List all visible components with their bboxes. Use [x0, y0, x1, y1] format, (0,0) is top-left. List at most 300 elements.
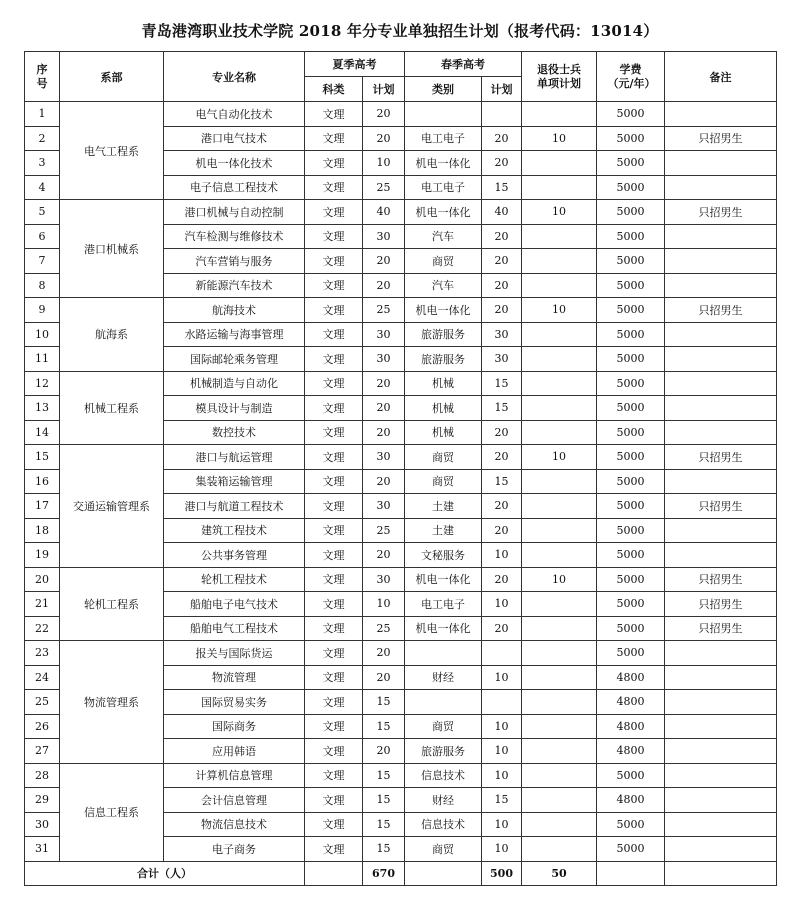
- cell-fee: 5000: [597, 518, 665, 543]
- cell-seq: 2: [25, 126, 60, 151]
- table-row: [25, 298, 777, 323]
- cell-spring-category: 旅游服务: [405, 739, 482, 764]
- cell-spring-plan: 20: [482, 616, 522, 641]
- cell-veteran: 10: [522, 445, 597, 470]
- cell-seq: 6: [25, 224, 60, 249]
- cell-major: 电子信息工程技术: [164, 175, 305, 200]
- cell-note: [665, 151, 777, 176]
- cell-summer-subject: 文理: [305, 347, 363, 372]
- cell-summer-subject: 文理: [305, 543, 363, 568]
- cell-spring-category: 机电一体化: [405, 567, 482, 592]
- cell-veteran: [522, 396, 597, 421]
- table-row: [25, 371, 777, 396]
- cell-note: [665, 224, 777, 249]
- cell-spring-category: 土建: [405, 518, 482, 543]
- cell-fee: 5000: [597, 371, 665, 396]
- cell-spring-category: 旅游服务: [405, 347, 482, 372]
- cell-summer-subject: 文理: [305, 249, 363, 274]
- cell-major: 建筑工程技术: [164, 518, 305, 543]
- cell-note: [665, 641, 777, 666]
- cell-spring-category: 汽车: [405, 273, 482, 298]
- cell-summer-plan: 20: [363, 469, 405, 494]
- cell-seq: 4: [25, 175, 60, 200]
- cell-summer-plan: 30: [363, 494, 405, 519]
- cell-fee: 5000: [597, 543, 665, 568]
- cell-spring-category: 机械: [405, 420, 482, 445]
- cell-summer-subject: 文理: [305, 396, 363, 421]
- cell-summer-plan: 15: [363, 714, 405, 739]
- seq-header: 序号: [36, 62, 48, 90]
- cell-veteran: [522, 175, 597, 200]
- cell-spring-category: 商贸: [405, 837, 482, 862]
- cell-veteran: [522, 543, 597, 568]
- cell-spring-plan: 20: [482, 249, 522, 274]
- cell-seq: 24: [25, 665, 60, 690]
- cell-spring-plan: 10: [482, 592, 522, 617]
- cell-note: [665, 420, 777, 445]
- cell-note: 只招男生: [665, 126, 777, 151]
- veteran-header: 退役士兵单项计划: [537, 62, 581, 90]
- cell-note: [665, 175, 777, 200]
- cell-spring-plan: 20: [482, 420, 522, 445]
- cell-summer-subject: 文理: [305, 494, 363, 519]
- cell-fee: 4800: [597, 690, 665, 715]
- cell-summer-plan: 30: [363, 445, 405, 470]
- cell-summer-subject: 文理: [305, 420, 363, 445]
- cell-major: 新能源汽车技术: [164, 273, 305, 298]
- cell-summer-subject: 文理: [305, 102, 363, 127]
- cell-veteran: [522, 420, 597, 445]
- cell-note: [665, 543, 777, 568]
- cell-fee: 5000: [597, 837, 665, 862]
- cell-summer-subject: 文理: [305, 837, 363, 862]
- cell-spring-category: 机电一体化: [405, 616, 482, 641]
- cell-summer-subject: 文理: [305, 200, 363, 225]
- cell-spring-plan: 20: [482, 298, 522, 323]
- cell-dept: 电气工程系: [60, 102, 164, 200]
- col-spring-plan: 计划: [482, 77, 522, 102]
- cell-seq: 31: [25, 837, 60, 862]
- cell-spring-category: 商贸: [405, 469, 482, 494]
- cell-summer-subject: 文理: [305, 371, 363, 396]
- col-fee: [597, 52, 665, 102]
- cell-seq: 17: [25, 494, 60, 519]
- cell-summer-subject: 文理: [305, 567, 363, 592]
- cell-spring-plan: [482, 690, 522, 715]
- cell-summer-plan: 20: [363, 396, 405, 421]
- cell-note: [665, 322, 777, 347]
- cell-summer-plan: 40: [363, 200, 405, 225]
- cell-veteran: [522, 788, 597, 813]
- cell-summer-plan: 30: [363, 347, 405, 372]
- cell-major: 水路运输与海事管理: [164, 322, 305, 347]
- cell-veteran: 10: [522, 200, 597, 225]
- cell-spring-category: 商贸: [405, 249, 482, 274]
- cell-spring-plan: 15: [482, 788, 522, 813]
- cell-major: 轮机工程技术: [164, 567, 305, 592]
- cell-spring-plan: 20: [482, 126, 522, 151]
- cell-spring-plan: 10: [482, 543, 522, 568]
- cell-seq: 29: [25, 788, 60, 813]
- cell-summer-plan: 15: [363, 763, 405, 788]
- cell-major: 计算机信息管理: [164, 763, 305, 788]
- total-spring-plan: 500: [482, 861, 522, 886]
- cell-major: 会计信息管理: [164, 788, 305, 813]
- cell-summer-subject: 文理: [305, 273, 363, 298]
- total-row: [25, 861, 777, 886]
- cell-spring-category: 商贸: [405, 445, 482, 470]
- cell-summer-subject: 文理: [305, 714, 363, 739]
- table-row: [25, 200, 777, 225]
- cell-fee: 4800: [597, 714, 665, 739]
- cell-dept: 信息工程系: [60, 763, 164, 861]
- cell-spring-category: 财经: [405, 788, 482, 813]
- total-label: 合计（人）: [25, 861, 305, 886]
- cell-spring-category: 机电一体化: [405, 200, 482, 225]
- cell-spring-plan: 10: [482, 739, 522, 764]
- total-empty: [405, 861, 482, 886]
- total-veteran: 50: [522, 861, 597, 886]
- table-row: [25, 641, 777, 666]
- cell-veteran: 10: [522, 567, 597, 592]
- cell-veteran: [522, 739, 597, 764]
- cell-fee: 5000: [597, 151, 665, 176]
- cell-summer-subject: 文理: [305, 224, 363, 249]
- cell-seq: 8: [25, 273, 60, 298]
- cell-summer-plan: 20: [363, 420, 405, 445]
- cell-summer-plan: 30: [363, 567, 405, 592]
- cell-major: 物流信息技术: [164, 812, 305, 837]
- cell-summer-plan: 20: [363, 102, 405, 127]
- cell-summer-plan: 20: [363, 126, 405, 151]
- cell-fee: 5000: [597, 249, 665, 274]
- cell-fee: 5000: [597, 175, 665, 200]
- cell-note: 只招男生: [665, 567, 777, 592]
- cell-spring-category: 土建: [405, 494, 482, 519]
- col-veteran: [522, 52, 597, 102]
- cell-seq: 30: [25, 812, 60, 837]
- cell-summer-plan: 20: [363, 371, 405, 396]
- cell-veteran: [522, 616, 597, 641]
- cell-note: [665, 469, 777, 494]
- col-dept: 系部: [60, 52, 164, 102]
- cell-summer-plan: 25: [363, 616, 405, 641]
- cell-summer-plan: 20: [363, 273, 405, 298]
- cell-major: 港口电气技术: [164, 126, 305, 151]
- cell-major: 汽车检测与维修技术: [164, 224, 305, 249]
- cell-spring-plan: 30: [482, 322, 522, 347]
- cell-seq: 15: [25, 445, 60, 470]
- cell-veteran: [522, 763, 597, 788]
- cell-veteran: [522, 592, 597, 617]
- cell-dept: 轮机工程系: [60, 567, 164, 641]
- cell-spring-plan: 20: [482, 494, 522, 519]
- cell-fee: 5000: [597, 126, 665, 151]
- cell-summer-plan: 20: [363, 543, 405, 568]
- cell-note: [665, 518, 777, 543]
- cell-dept: 航海系: [60, 298, 164, 372]
- cell-seq: 18: [25, 518, 60, 543]
- cell-fee: 5000: [597, 347, 665, 372]
- cell-seq: 7: [25, 249, 60, 274]
- cell-spring-category: 机械: [405, 371, 482, 396]
- cell-fee: 5000: [597, 567, 665, 592]
- cell-summer-subject: 文理: [305, 616, 363, 641]
- cell-summer-subject: 文理: [305, 445, 363, 470]
- cell-spring-category: 文秘服务: [405, 543, 482, 568]
- cell-summer-subject: 文理: [305, 175, 363, 200]
- cell-fee: 4800: [597, 739, 665, 764]
- cell-major: 模具设计与制造: [164, 396, 305, 421]
- total-empty: [305, 861, 363, 886]
- cell-spring-plan: 15: [482, 175, 522, 200]
- total-empty: [665, 861, 777, 886]
- cell-seq: 1: [25, 102, 60, 127]
- cell-summer-plan: 20: [363, 665, 405, 690]
- cell-spring-category: [405, 102, 482, 127]
- cell-spring-category: 商贸: [405, 714, 482, 739]
- cell-summer-plan: 20: [363, 641, 405, 666]
- cell-fee: 4800: [597, 788, 665, 813]
- cell-veteran: [522, 102, 597, 127]
- cell-summer-plan: 25: [363, 175, 405, 200]
- cell-major: 港口与航运管理: [164, 445, 305, 470]
- cell-fee: 5000: [597, 224, 665, 249]
- cell-major: 航海技术: [164, 298, 305, 323]
- cell-summer-plan: 10: [363, 592, 405, 617]
- cell-note: [665, 690, 777, 715]
- table-row: [25, 763, 777, 788]
- cell-seq: 26: [25, 714, 60, 739]
- cell-spring-plan: 10: [482, 812, 522, 837]
- cell-spring-category: 机电一体化: [405, 151, 482, 176]
- cell-seq: 21: [25, 592, 60, 617]
- cell-major: 集装箱运输管理: [164, 469, 305, 494]
- table-body: [25, 102, 777, 886]
- cell-spring-category: 信息技术: [405, 763, 482, 788]
- cell-fee: 5000: [597, 494, 665, 519]
- cell-summer-plan: 30: [363, 322, 405, 347]
- cell-note: [665, 249, 777, 274]
- cell-fee: 5000: [597, 396, 665, 421]
- col-seq: [25, 52, 60, 102]
- col-major: 专业名称: [164, 52, 305, 102]
- cell-spring-plan: 20: [482, 567, 522, 592]
- col-summer-subject: 科类: [305, 77, 363, 102]
- cell-note: [665, 812, 777, 837]
- cell-veteran: [522, 371, 597, 396]
- cell-spring-plan: 10: [482, 714, 522, 739]
- cell-summer-plan: 30: [363, 224, 405, 249]
- cell-veteran: [522, 224, 597, 249]
- cell-note: [665, 665, 777, 690]
- cell-seq: 11: [25, 347, 60, 372]
- cell-summer-subject: 文理: [305, 126, 363, 151]
- cell-summer-plan: 15: [363, 837, 405, 862]
- cell-fee: 5000: [597, 592, 665, 617]
- cell-seq: 27: [25, 739, 60, 764]
- cell-spring-plan: 20: [482, 518, 522, 543]
- cell-note: 只招男生: [665, 616, 777, 641]
- cell-summer-subject: 文理: [305, 641, 363, 666]
- cell-seq: 28: [25, 763, 60, 788]
- cell-spring-category: 机械: [405, 396, 482, 421]
- cell-spring-plan: 20: [482, 445, 522, 470]
- cell-spring-plan: 20: [482, 224, 522, 249]
- cell-note: [665, 788, 777, 813]
- cell-fee: 5000: [597, 102, 665, 127]
- cell-veteran: [522, 151, 597, 176]
- cell-spring-plan: [482, 641, 522, 666]
- cell-veteran: [522, 249, 597, 274]
- cell-spring-category: 财经: [405, 665, 482, 690]
- cell-summer-subject: 文理: [305, 690, 363, 715]
- cell-spring-category: 电工电子: [405, 175, 482, 200]
- cell-note: 只招男生: [665, 445, 777, 470]
- cell-veteran: [522, 518, 597, 543]
- cell-spring-category: 汽车: [405, 224, 482, 249]
- cell-spring-plan: 40: [482, 200, 522, 225]
- cell-fee: 5000: [597, 200, 665, 225]
- cell-summer-plan: 15: [363, 690, 405, 715]
- cell-spring-plan: 15: [482, 396, 522, 421]
- cell-summer-subject: 文理: [305, 298, 363, 323]
- cell-seq: 3: [25, 151, 60, 176]
- cell-fee: 5000: [597, 298, 665, 323]
- cell-fee: 5000: [597, 641, 665, 666]
- cell-summer-subject: 文理: [305, 469, 363, 494]
- table-row: [25, 102, 777, 127]
- cell-summer-plan: 20: [363, 739, 405, 764]
- cell-note: [665, 837, 777, 862]
- cell-summer-subject: 文理: [305, 151, 363, 176]
- cell-seq: 13: [25, 396, 60, 421]
- cell-seq: 16: [25, 469, 60, 494]
- cell-summer-plan: 15: [363, 788, 405, 813]
- col-note: 备注: [665, 52, 777, 102]
- cell-summer-subject: 文理: [305, 665, 363, 690]
- cell-major: 应用韩语: [164, 739, 305, 764]
- cell-seq: 5: [25, 200, 60, 225]
- cell-spring-category: [405, 690, 482, 715]
- cell-major: 报关与国际货运: [164, 641, 305, 666]
- cell-summer-subject: 文理: [305, 739, 363, 764]
- table-row: [25, 445, 777, 470]
- cell-seq: 9: [25, 298, 60, 323]
- cell-fee: 5000: [597, 273, 665, 298]
- cell-major: 公共事务管理: [164, 543, 305, 568]
- cell-spring-category: 旅游服务: [405, 322, 482, 347]
- cell-seq: 19: [25, 543, 60, 568]
- cell-note: [665, 396, 777, 421]
- cell-dept: 交通运输管理系: [60, 445, 164, 568]
- cell-summer-subject: 文理: [305, 812, 363, 837]
- document-title: 青岛港湾职业技术学院 2018 年分专业单独招生计划（报考代码：13014）: [141, 22, 659, 40]
- cell-veteran: [522, 690, 597, 715]
- cell-note: [665, 347, 777, 372]
- cell-seq: 20: [25, 567, 60, 592]
- col-summer: 夏季高考: [305, 52, 405, 77]
- cell-spring-plan: 10: [482, 763, 522, 788]
- cell-fee: 5000: [597, 420, 665, 445]
- cell-spring-plan: 10: [482, 837, 522, 862]
- cell-major: 国际贸易实务: [164, 690, 305, 715]
- cell-dept: 机械工程系: [60, 371, 164, 445]
- cell-veteran: [522, 469, 597, 494]
- cell-fee: 5000: [597, 322, 665, 347]
- cell-seq: 10: [25, 322, 60, 347]
- cell-major: 港口与航道工程技术: [164, 494, 305, 519]
- cell-veteran: [522, 494, 597, 519]
- cell-veteran: [522, 812, 597, 837]
- cell-fee: 5000: [597, 763, 665, 788]
- cell-note: 只招男生: [665, 298, 777, 323]
- cell-veteran: [522, 665, 597, 690]
- cell-note: [665, 273, 777, 298]
- cell-spring-plan: 10: [482, 665, 522, 690]
- cell-summer-subject: 文理: [305, 322, 363, 347]
- cell-summer-subject: 文理: [305, 763, 363, 788]
- cell-seq: 23: [25, 641, 60, 666]
- cell-spring-category: 机电一体化: [405, 298, 482, 323]
- cell-seq: 22: [25, 616, 60, 641]
- total-empty: [597, 861, 665, 886]
- cell-summer-plan: 10: [363, 151, 405, 176]
- cell-spring-plan: 30: [482, 347, 522, 372]
- cell-veteran: 10: [522, 298, 597, 323]
- cell-fee: 5000: [597, 812, 665, 837]
- cell-fee: 4800: [597, 665, 665, 690]
- enrollment-plan-table: [24, 51, 777, 886]
- cell-veteran: [522, 347, 597, 372]
- cell-major: 国际邮轮乘务管理: [164, 347, 305, 372]
- cell-veteran: [522, 273, 597, 298]
- cell-major: 电气自动化技术: [164, 102, 305, 127]
- cell-note: [665, 102, 777, 127]
- cell-spring-plan: 15: [482, 371, 522, 396]
- cell-dept: 物流管理系: [60, 641, 164, 764]
- cell-summer-plan: 15: [363, 812, 405, 837]
- cell-veteran: 10: [522, 126, 597, 151]
- cell-spring-plan: 15: [482, 469, 522, 494]
- cell-note: [665, 371, 777, 396]
- cell-major: 电子商务: [164, 837, 305, 862]
- cell-spring-plan: [482, 102, 522, 127]
- cell-major: 机械制造与自动化: [164, 371, 305, 396]
- cell-summer-subject: 文理: [305, 518, 363, 543]
- cell-veteran: [522, 837, 597, 862]
- cell-note: [665, 714, 777, 739]
- cell-dept: 港口机械系: [60, 200, 164, 298]
- header-row-1: [25, 52, 777, 77]
- cell-note: 只招男生: [665, 200, 777, 225]
- cell-spring-category: [405, 641, 482, 666]
- cell-spring-category: 信息技术: [405, 812, 482, 837]
- cell-note: 只招男生: [665, 592, 777, 617]
- cell-summer-plan: 20: [363, 249, 405, 274]
- cell-summer-subject: 文理: [305, 788, 363, 813]
- cell-spring-category: 电工电子: [405, 592, 482, 617]
- cell-major: 物流管理: [164, 665, 305, 690]
- cell-major: 船舶电子电气技术: [164, 592, 305, 617]
- cell-major: 国际商务: [164, 714, 305, 739]
- cell-summer-plan: 25: [363, 518, 405, 543]
- total-summer-plan: 670: [363, 861, 405, 886]
- col-spring-category: 类别: [405, 77, 482, 102]
- cell-note: [665, 763, 777, 788]
- cell-veteran: [522, 714, 597, 739]
- col-spring: 春季高考: [405, 52, 522, 77]
